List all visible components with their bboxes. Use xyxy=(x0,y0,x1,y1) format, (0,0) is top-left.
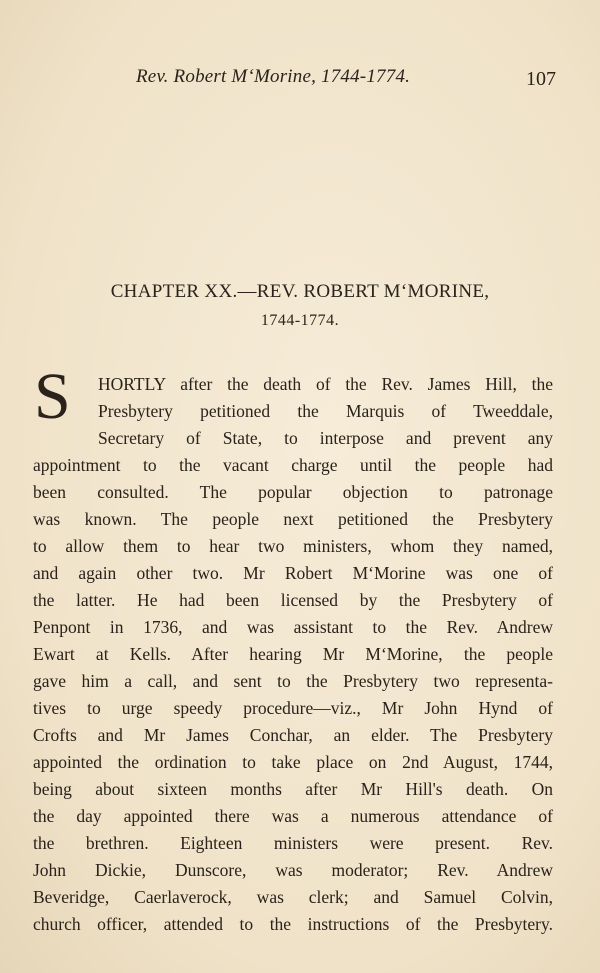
text-line: Crofts and Mr James Conchar, an elder. The Presbytery xyxy=(33,725,553,745)
text-line: Presbytery petitioned the Marquis of Tweeddale, xyxy=(98,401,553,421)
text-line: gave him a call, and sent to the Presbytery two representa- xyxy=(33,671,553,691)
text-line: appointment to the vacant charge until the people had xyxy=(33,455,553,475)
text-line: HORTLY after the death of the Rev. James Hill, the xyxy=(98,374,553,394)
text-line: Beveridge, Caerlaverock, was clerk; and Samuel Colvin, xyxy=(33,887,553,907)
text-line: to allow them to hear two ministers, whom they named, xyxy=(33,536,553,556)
text-line: church officer, attended to the instructions of the Presbytery. xyxy=(33,914,553,934)
text-line: Penpont in 1736, and was assistant to the Rev. Andrew xyxy=(33,617,553,637)
text-line: being about sixteen months after Mr Hill's death. On xyxy=(33,779,553,799)
drop-cap: S xyxy=(34,360,71,433)
text-line: the day appointed there was a numerous attendance of xyxy=(33,806,553,826)
text-line: Ewart at Kells. After hearing Mr M‘Morine, the people xyxy=(33,644,553,664)
text-line: tives to urge speedy procedure—viz., Mr John Hynd of xyxy=(33,698,553,718)
text-line: appointed the ordination to take place on 2nd August, 1744, xyxy=(33,752,553,772)
text-line: Secretary of State, to interpose and prevent any xyxy=(98,428,553,448)
text-line: the latter. He had been licensed by the Presbytery of xyxy=(33,590,553,610)
text-line: been consulted. The popular objection to patronage xyxy=(33,482,553,502)
text-line: John Dickie, Dunscore, was moderator; Rev. Andrew xyxy=(33,860,553,880)
chapter-dates: 1744-1774. xyxy=(260,312,340,329)
text-line: was known. The people next petitioned the Presbytery xyxy=(33,509,553,529)
page-number: 107 xyxy=(526,68,556,90)
text-line: the brethren. Eighteen ministers were present. Rev. xyxy=(33,833,553,853)
running-head: Rev. Robert M‘Morine, 1744-1774. xyxy=(136,66,411,87)
chapter-title: CHAPTER XX.—REV. ROBERT M‘MORINE, xyxy=(110,281,490,302)
text-line: and again other two. Mr Robert M‘Morine was one of xyxy=(33,563,553,583)
